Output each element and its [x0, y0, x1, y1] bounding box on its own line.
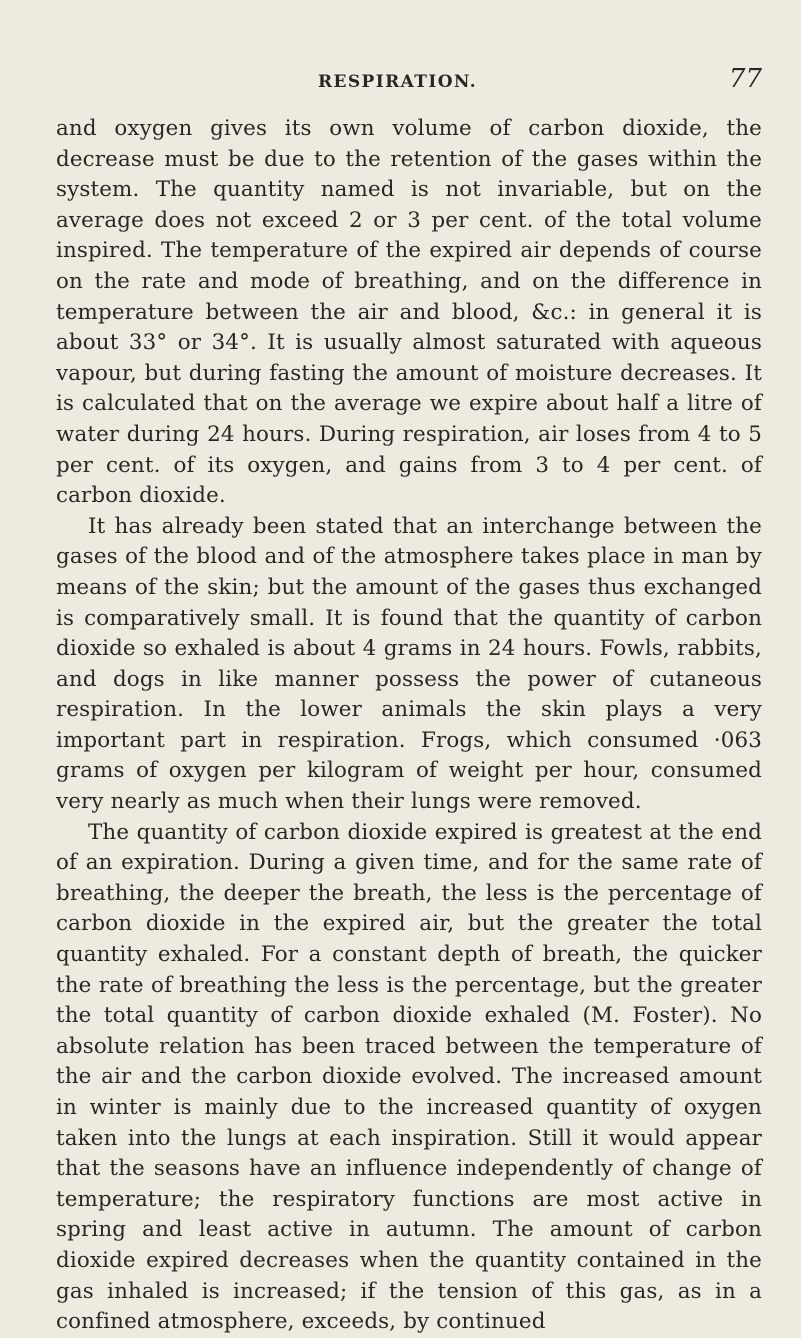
running-head: RESPIRATION. [318, 72, 478, 92]
body-text [56, 114, 762, 1338]
page-header [0, 64, 801, 104]
paragraph-cutaneous-respiration: It has already been stated that an interchange between the gases of the blood and of the atmosphere takes place in man by means of the skin; but the amount of the gases thus exchanged is comparatively small. It is found that the quantity of carbon dioxide so exhaled is about 4 grams in 24 hours. Fowls, rabbits, and dogs in like manner possess the power of cutaneous respiration. In the lower animals the skin plays a very important part in respiration. Frogs, which consumed ·063 grams of oxygen per kilogram of weight per hour, consumed very nearly as much when their lungs were removed. [56, 513, 762, 815]
paragraph-carbon-dioxide-expired: The quantity of carbon dioxide expired is greatest at the end of an expiration. During a given time, and for the same rate of breathing, the deeper the breath, the less is the percentage of carbon dioxide in the expired air, but the greater the total quantity exhaled. For a constant depth of breath, the quicker the rate of breathing the less is the percentage, but the greater the total quantity of carbon dioxide exhaled (M. Foster). No absolute relation has been traced between the temperature of the air and the carbon dioxide evolved. The increased amount in winter is mainly due to the increased quantity of oxygen taken into the lungs at each inspiration. Still it would appear that the seasons have an influence independently of change of temperature; the respiratory functions are most active in spring and least active in autumn. The amount of carbon dioxide expired decreases when the quantity contained in the gas inhaled is increased; if the tension of this gas, as in a confined atmosphere, exceeds, by continued [56, 819, 762, 1335]
paragraph-continued: and oxygen gives its own volume of carbon dioxide, the decrease must be due to the retention of the gases within the system. The quantity named is not invariable, but on the average does not exceed 2 or 3 per cent. of the total volume inspired. The temperature of the expired air depends of course on the rate and mode of breathing, and on the difference in temperature between the air and blood, &c.: in general it is about 33° or 34°. It is usually almost saturated with aqueous vapour, but during fasting the amount of moisture decreases. It is calculated that on the average we expire about half a litre of water during 24 hours. During respiration, air loses from 4 to 5 per cent. of its oxygen, and gains from 3 to 4 per cent. of carbon dioxide. [56, 116, 762, 509]
page-number: 77 [728, 64, 762, 94]
